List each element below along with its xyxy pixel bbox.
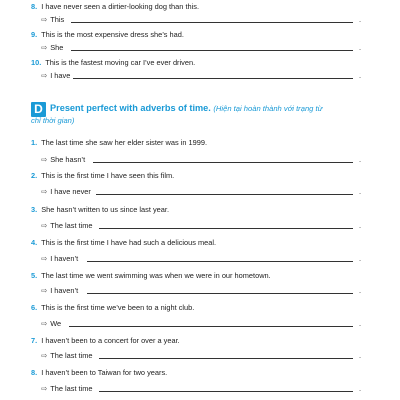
question-4 [31,238,216,247]
question-top-10 [31,58,195,67]
answer-end: . [359,43,362,52]
question-text: She hasn’t written to us since last year. [41,205,169,214]
answer-blank[interactable] [71,22,353,23]
arrow-right-icon: ⇨ [41,319,48,328]
answer-line-top-10[interactable] [41,71,361,80]
question-5 [31,271,271,280]
answer-line-top-9[interactable] [41,43,361,52]
question-text: This is the fastest moving car I’ve ever driven. [45,58,196,67]
question-2 [31,171,174,180]
question-text: The last time she saw her elder sister was in 1999. [41,138,208,147]
arrow-right-icon: ⇨ [41,43,48,52]
question-number: 3. [31,205,38,214]
arrow-right-icon: ⇨ [41,351,48,360]
answer-end: . [359,71,362,80]
arrow-right-icon: ⇨ [41,286,48,295]
answer-end: . [359,15,362,24]
answer-blank[interactable] [99,228,353,229]
answer-line-4[interactable] [41,254,361,263]
answer-prompt: The last time [50,384,93,393]
answer-end: . [359,254,362,263]
answer-end: . [359,221,362,230]
question-top-8 [31,2,199,11]
answer-prompt: I haven’t [50,254,79,263]
answer-line-5[interactable] [41,286,361,295]
answer-blank[interactable] [73,78,353,79]
answer-blank[interactable] [99,358,353,359]
answer-line-7[interactable] [41,351,361,360]
question-number: 1. [31,138,38,147]
answer-prompt: I have [50,71,71,80]
answer-prompt: The last time [50,221,93,230]
answer-prompt: She [50,43,64,52]
answer-blank[interactable] [96,194,353,195]
answer-line-top-8[interactable] [41,15,361,24]
question-number: 9. [31,30,38,39]
answer-blank[interactable] [93,162,353,163]
question-6 [31,303,194,312]
arrow-right-icon: ⇨ [41,15,48,24]
section-subtitle-a: (Hiện tại hoàn thành với trạng từ [213,104,323,113]
question-number: 2. [31,171,38,180]
answer-prompt: I have never [50,187,91,196]
question-number: 7. [31,336,38,345]
answer-end: . [359,155,362,164]
arrow-right-icon: ⇨ [41,254,48,263]
question-text: This is the first time we’ve been to a night club. [41,303,195,312]
answer-blank[interactable] [71,50,353,51]
answer-prompt: She hasn’t [50,155,86,164]
answer-line-1[interactable] [41,155,361,164]
answer-prompt: The last time [50,351,93,360]
question-number: 4. [31,238,38,247]
arrow-right-icon: ⇨ [41,384,48,393]
answer-end: . [359,187,362,196]
question-top-9 [31,30,184,39]
answer-blank[interactable] [87,293,353,294]
arrow-right-icon: ⇨ [41,187,48,196]
question-7 [31,336,180,345]
question-text: This is the first time I have had such a delicious meal. [41,238,217,247]
answer-line-2[interactable] [41,187,361,196]
arrow-right-icon: ⇨ [41,221,48,230]
answer-prompt: We [50,319,62,328]
question-number: 6. [31,303,38,312]
question-3 [31,205,169,214]
section-title-text: Present perfect with adverbs of time. [50,103,211,113]
question-text: I have never seen a dirtier-looking dog than this. [41,2,199,11]
section-subtitle-b: chỉ thời gian) [31,116,75,125]
answer-end: . [359,319,362,328]
arrow-right-icon: ⇨ [41,155,48,164]
question-number: 10. [31,58,42,67]
question-text: This is the most expensive dress she’s had. [41,30,184,39]
question-1 [31,138,207,147]
answer-prompt: I haven’t [50,286,79,295]
answer-blank[interactable] [69,326,353,327]
answer-blank[interactable] [87,261,353,262]
question-text: I haven’t been to Taiwan for two years. [41,368,168,377]
section-letter-badge: D [31,102,46,117]
answer-end: . [359,351,362,360]
question-8 [31,368,167,377]
question-text: The last time we went swimming was when we were in our hometown. [41,271,271,280]
section-title [50,103,322,113]
arrow-right-icon: ⇨ [41,71,48,80]
question-number: 8. [31,368,38,377]
question-number: 8. [31,2,38,11]
answer-end: . [359,384,362,393]
answer-prompt: This [50,15,65,24]
answer-blank[interactable] [99,391,353,392]
question-number: 5. [31,271,38,280]
question-text: This is the first time I have seen this film. [41,171,175,180]
answer-line-3[interactable] [41,221,361,230]
answer-end: . [359,286,362,295]
question-text: I haven’t been to a concert for over a year. [41,336,180,345]
answer-line-6[interactable] [41,319,361,328]
answer-line-8[interactable] [41,384,361,393]
